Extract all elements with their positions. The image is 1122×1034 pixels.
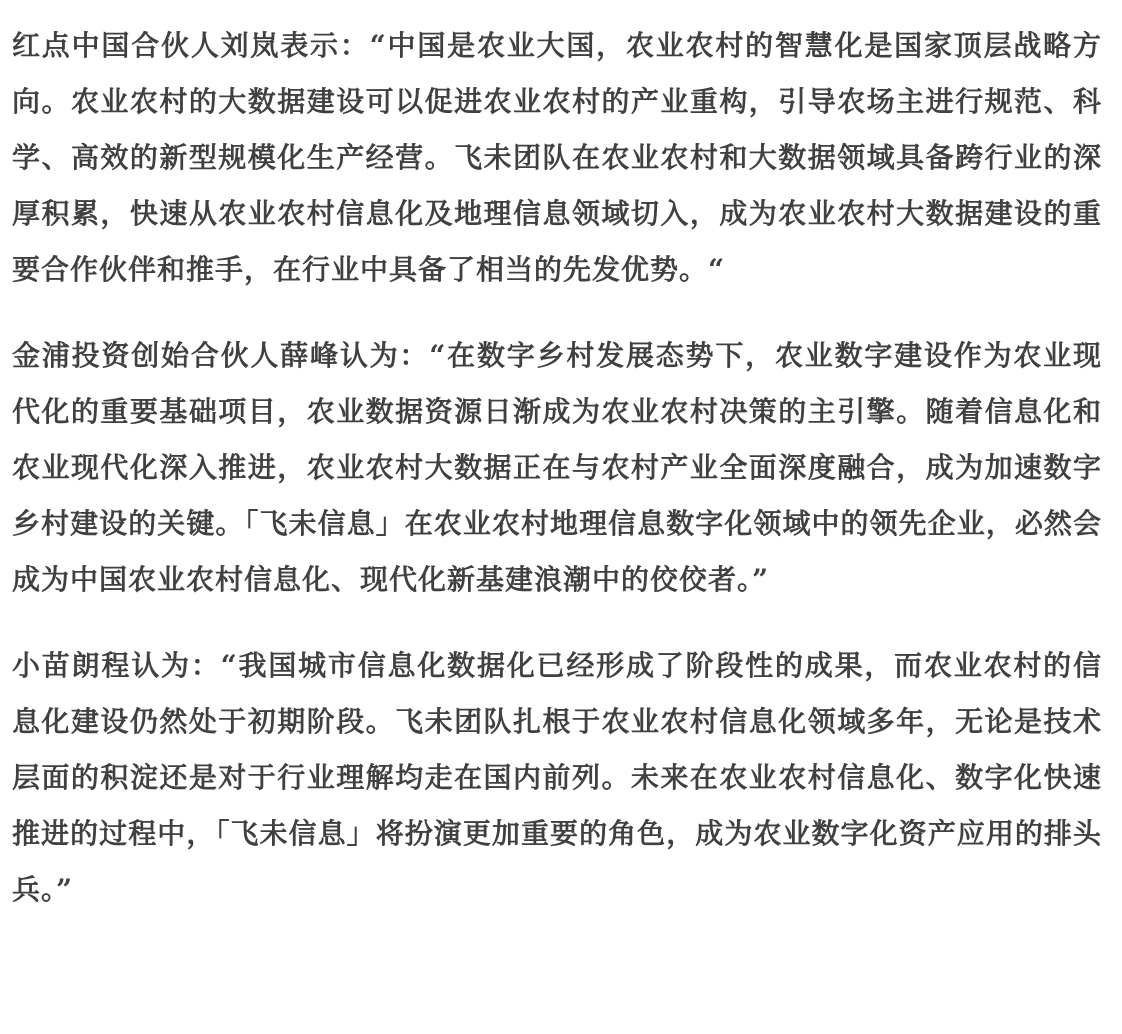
quote-paragraph-xue-feng: 金浦投资创始合伙人薛峰认为：“在数字乡村发展态势下，农业数字建设作为农业现代化的重要基础项目，农业数据资源日渐成为农业农村决策的主引擎。随着信息化和农业现代化深入推进，农业农村大数据正在与农村产业全面深度融合，成为加速数字乡村建设的关键。「飞未信息」在农业农村地理信息数字化领域中的领先企业，必然会成为中国农业农村信息化、现代化新基建浪潮中的佼佼者。” [12, 339, 1102, 596]
quote-paragraph-xiaomiao-langcheng: 小苗朗程认为：“我国城市信息化数据化已经形成了阶段性的成果，而农业农村的信息化建设仍然处于初期阶段。飞未团队扎根于农业农村信息化领域多年，无论是技术层面的积淀还是对于行业理解均走在国内前列。未来在农业农村信息化、数字化快速推进的过程中，「飞未信息」将扮演更加重要的角色，成为农业数字化资产应用的排头兵。” [12, 649, 1102, 906]
article-body [12, 18, 1102, 918]
quote-paragraph-liu-lan: 红点中国合伙人刘岚表示：“中国是农业大国，农业农村的智慧化是国家顶层战略方向。农业农村的大数据建设可以促进农业农村的产业重构，引导农场主进行规范、科学、高效的新型规模化生产经营。飞未团队在农业农村和大数据领域具备跨行业的深厚积累，快速从农业农村信息化及地理信息领域切入，成为农业农村大数据建设的重要合作伙伴和推手，在行业中具备了相当的先发优势。“ [12, 29, 1102, 286]
